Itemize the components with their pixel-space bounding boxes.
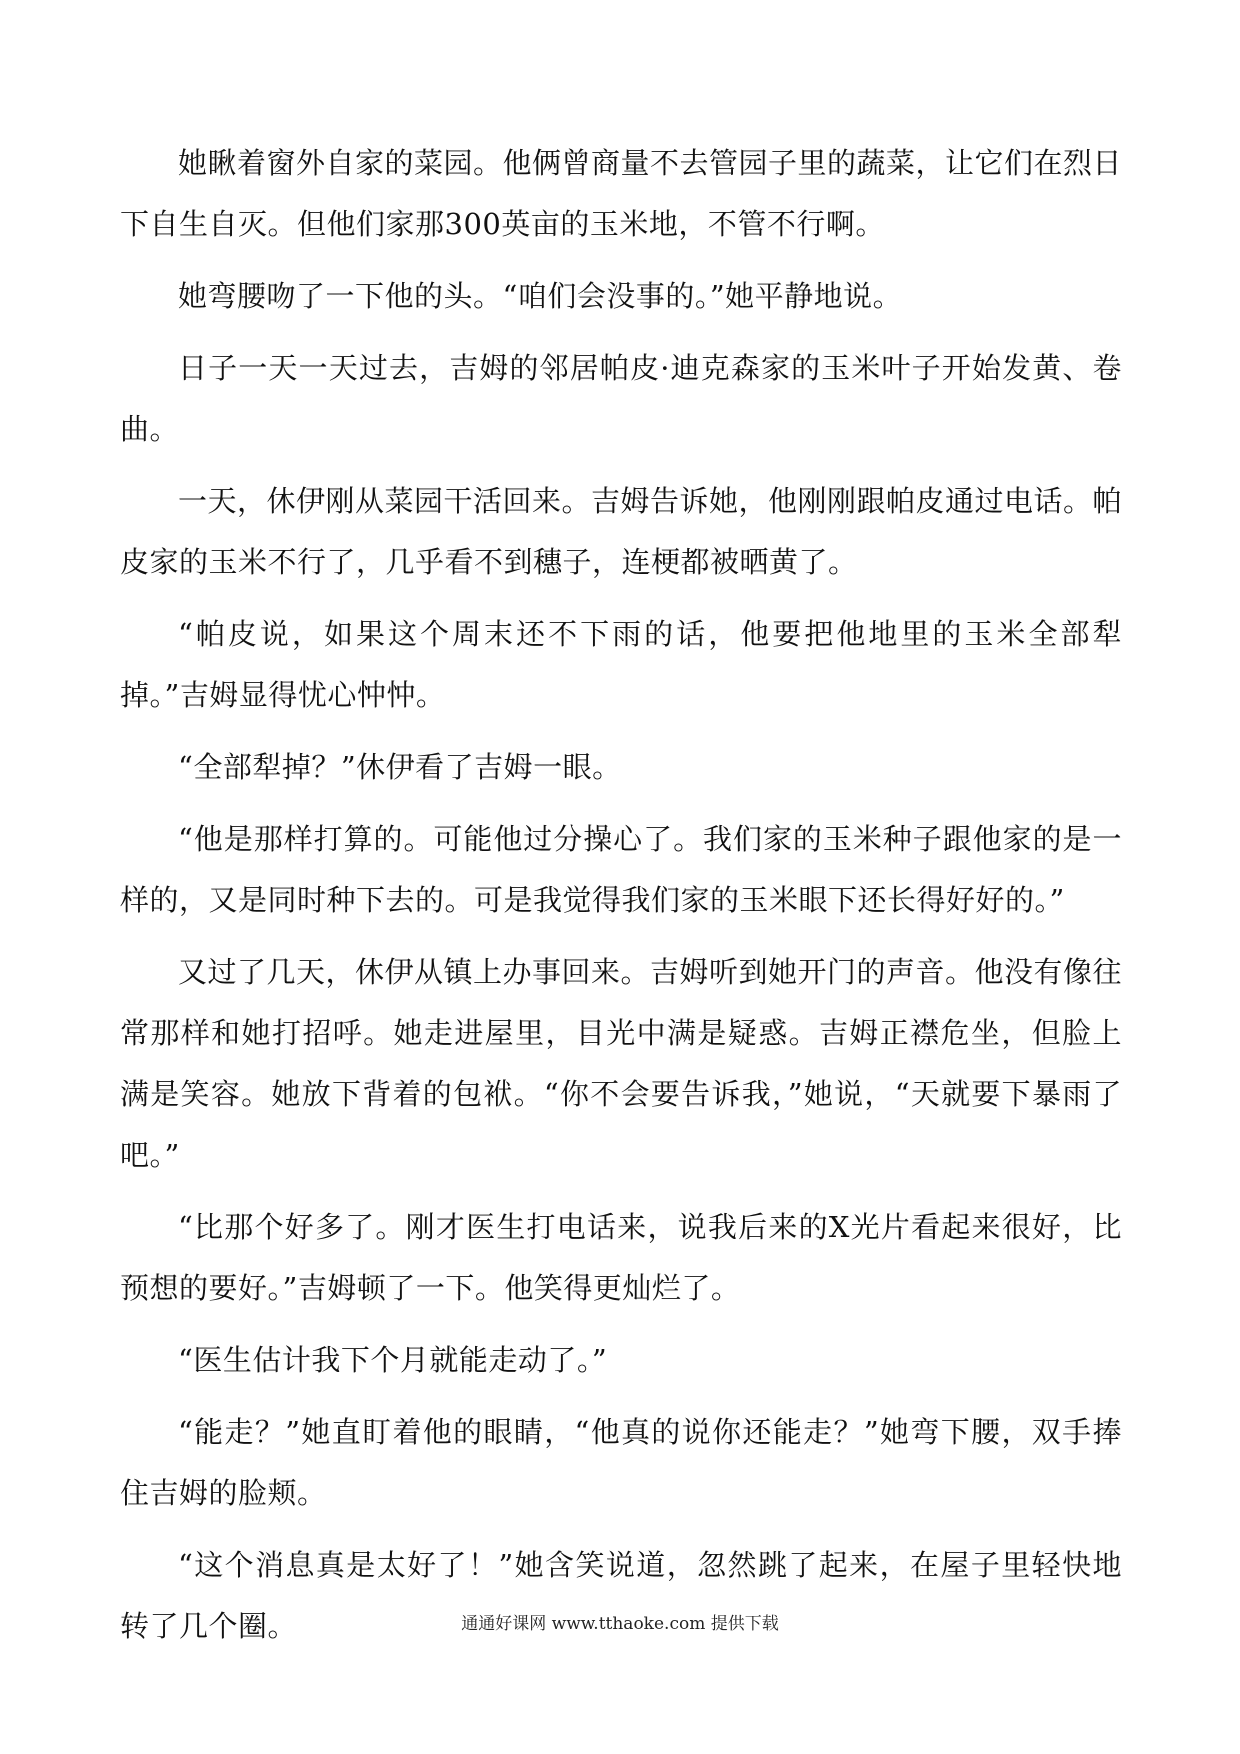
paragraph-6: “全部犁掉？”休伊看了吉姆一眼。 <box>178 750 622 784</box>
paragraph-9: “比那个好多了。刚才医生打电话来，说我后来的X光片看起来很好，比预想的要好。”吉姆顿了一下。他笑得更灿烂了。 <box>120 1210 1122 1305</box>
paragraph-3: 日子一天一天过去，吉姆的邻居帕皮·迪克森家的玉米叶子开始发黄、卷曲。 <box>120 351 1122 446</box>
paragraph-7: “他是那样打算的。可能他过分操心了。我们家的玉米种子跟他家的是一样的，又是同时种下去的。可是我觉得我们家的玉米眼下还长得好好的。” <box>120 822 1122 917</box>
paragraph-11: “能走？”她直盯着他的眼睛，“他真的说你还能走？”她弯下腰，双手捧住吉姆的脸颊。 <box>120 1415 1122 1510</box>
paragraph-10: “医生估计我下个月就能走动了。” <box>178 1343 608 1377</box>
paragraph-4: 一天，休伊刚从菜园干活回来。吉姆告诉她，他刚刚跟帕皮通过电话。帕皮家的玉米不行了，几乎看不到穗子，连梗都被晒黄了。 <box>120 484 1123 579</box>
paragraph-12: “这个消息真是太好了！”她含笑说道，忽然跳了起来，在屋子里轻快地转了几个圈。 <box>120 1548 1122 1643</box>
paragraph-8: 又过了几天，休伊从镇上办事回来。吉姆听到她开门的声音。他没有像往常那样和她打招呼。她走进屋里，目光中满是疑惑。吉姆正襟危坐，但脸上满是笑容。她放下背着的包袱。“你不会要告诉我，”她说，“天就要下暴雨了吧。” <box>120 955 1123 1172</box>
paragraph-5: “帕皮说，如果这个周末还不下雨的话，他要把他地里的玉米全部犁掉。”吉姆显得忧心忡忡。 <box>120 617 1122 712</box>
story-body <box>120 133 1122 1668</box>
page-footer: 通通好课网 www.tthaoke.com 提供下载 <box>461 1614 779 1634</box>
paragraph-1: 她瞅着窗外自家的菜园。他俩曾商量不去管园子里的蔬菜，让它们在烈日下自生自灭。但他们家那300英亩的玉米地，不管不行啊。 <box>120 146 1123 241</box>
paragraph-2: 她弯腰吻了一下他的头。“咱们会没事的。”她平静地说。 <box>178 279 903 313</box>
